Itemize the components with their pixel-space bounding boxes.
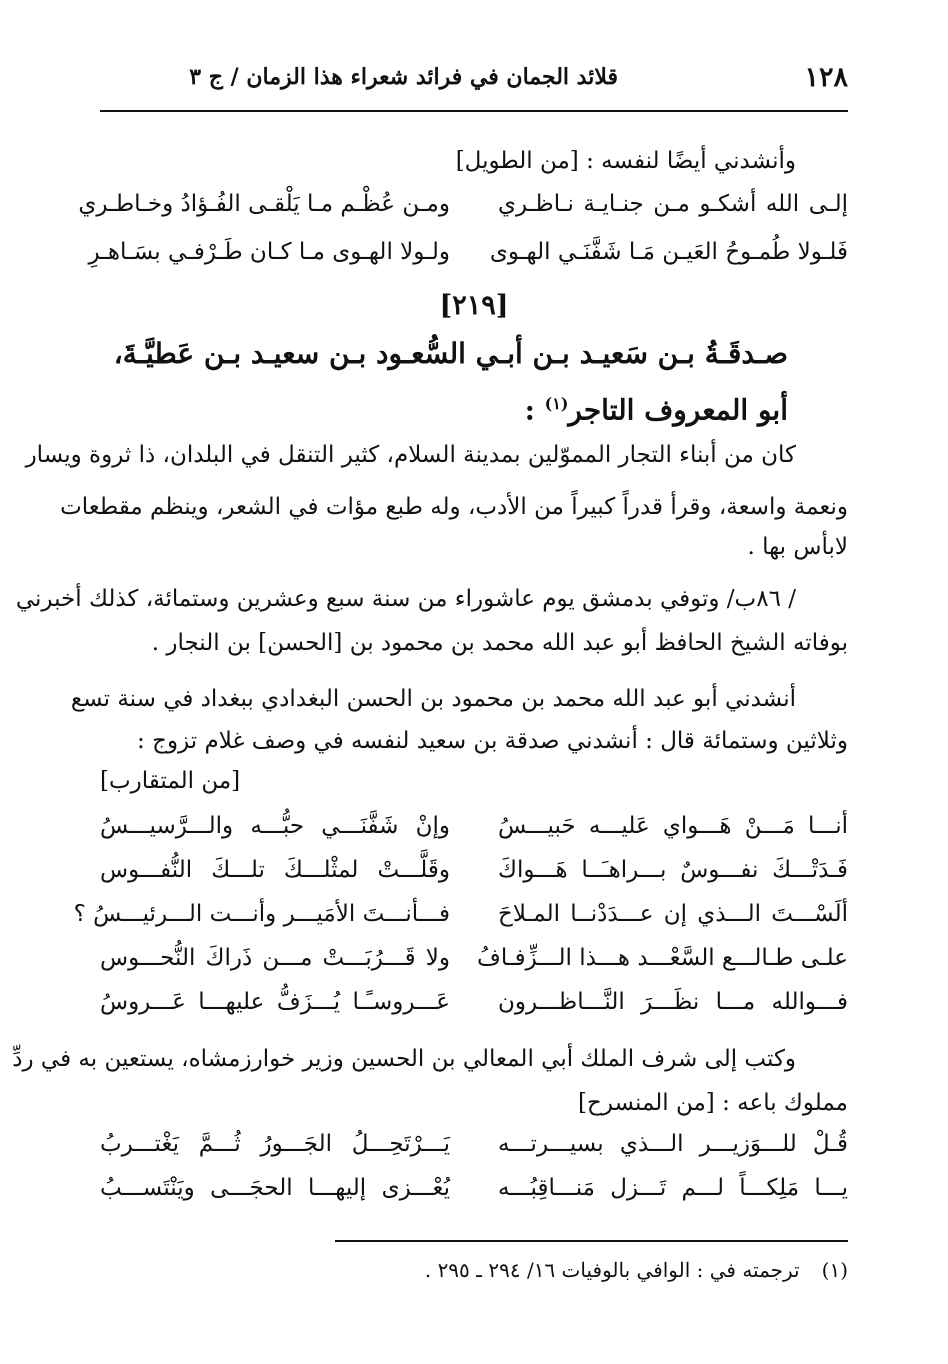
verse-row — [73, 898, 848, 932]
verse-row — [100, 1172, 848, 1206]
paragraph-line: كان من أبناء التجار المموّلين بمدينة السلام، كثير التنقل في البلدان، ذا ثروة ويسار — [25, 442, 796, 468]
running-header — [100, 58, 848, 108]
paragraph-line: أنشدني أبو عبد الله محمد بن محمود بن الحسن البغدادي ببغداد في سنة تسع — [70, 686, 796, 712]
entry-number: [٢١٩] — [439, 290, 509, 321]
hemistich-first: أنـــا مَـــنْ هَـــواي عَليـــه حَبيـــسُ — [498, 813, 848, 839]
entry-name-text: أبو المعروف التاجر — [568, 393, 788, 427]
hemistich-second: فـــأنـــتَ الأمَيـــر وأنـــت الـــرئيـــسُ ؟ — [73, 901, 450, 927]
hemistich-second: عَـــروسـًـا يُـــزَفُّ عليهـــا عَـــروسُ — [100, 989, 450, 1015]
footnote-rule — [335, 1240, 848, 1242]
hemistich-second: ومـن عُظْـم مـا يَلْقـى الفُـؤادُ وخـاطـري — [78, 191, 450, 217]
hemistich-first: فَـدَتْـــكَ نفـــوسٌ بـــراهـَــا هَـــواكَ — [498, 857, 848, 883]
footnote-reference: (١) — [544, 394, 569, 413]
paragraph-line: وكتب إلى شرف الملك أبي المعالي بن الحسين وزير خوارزمشاه، يستعين به في ردِّ — [12, 1046, 796, 1072]
verse-row — [100, 986, 848, 1020]
footnote-text: ترجمته في : الوافي بالوفيات ١٦/ ٢٩٤ ـ ٢٩٥ . — [424, 1258, 800, 1282]
paragraph-line: بوفاته الشيخ الحافظ أبو عبد الله محمد بن محمود بن [الحسن] بن النجار . — [151, 630, 848, 656]
meter-label: [من المتقارب] — [100, 768, 241, 794]
hemistich-first: فـــوالله مـــا نظَـــرَ النَّـــاظـــرون — [498, 989, 848, 1015]
hemistich-second: وقَلَّـــتْ لمثْلـــكَ تلـــكَ النُّفـــوس — [100, 857, 450, 883]
header-rule — [100, 110, 848, 112]
page-number: ١٢٨ — [804, 62, 848, 93]
entry-name-line1: صـدقَـةُ بـن سَعيـد بـن أبـي السُّعـود بـن سعيـد بـن عَطيَّـةَ، — [113, 337, 788, 370]
paragraph-line: لابأس بها . — [747, 534, 848, 560]
hemistich-second: ولـولا الهـوى مـا كـان طَـرْفـي بسَـاهـرِ — [88, 239, 450, 265]
paragraph-line: مملوك باعه : [من المنسرح] — [578, 1090, 848, 1116]
entry-name-line2 — [525, 384, 788, 430]
header-title: قلائد الجمان في فرائد شعراء هذا الزمان / ج ٣ — [189, 64, 618, 90]
verse-row — [78, 188, 848, 222]
verse-row — [100, 810, 848, 844]
hemistich-first: قُـلْ للـــوَزيـــر الـــذي بسيـــرتـــه — [498, 1131, 848, 1157]
paragraph-line: وثلاثين وستمائة قال : أنشدني صدقة بن سعيد لنفسه في وصف غلام تزوج : — [137, 728, 848, 754]
hemistich-first: فَلـولا طُمـوحُ العَيـن مَـا شَفَّنَـي الهـوى — [489, 239, 848, 265]
intro-line: وأنشدني أيضًا لنفسه : [من الطويل] — [455, 148, 796, 174]
paragraph-line: / ٨٦ب/ وتوفي بدمشق يوم عاشوراء من سنة سبع وعشرين وستمائة، كذلك أخبرني — [15, 586, 796, 612]
verse-row — [88, 236, 848, 270]
footnote — [425, 1258, 848, 1282]
hemistich-first: إلـى الله أشكـو مـن جنـايـة نـاظـري — [498, 191, 848, 217]
paragraph-line: ونعمة واسعة، وقرأ قدراً كبيراً من الأدب، وله طبع مؤات في الشعر، وينظم مقطعات — [60, 494, 848, 520]
verse-row — [100, 854, 848, 888]
hemistich-second: يُعْـــزى إليهـــا الحجَـــى ويَنْتَســـبُ — [100, 1175, 450, 1201]
footnote-number: (١) — [821, 1258, 848, 1282]
verse-row — [100, 942, 848, 976]
hemistich-second: يَـــرْتَحِـــلُ الجَـــورُ ثُـــمَّ يَغْتـــربُ — [100, 1131, 450, 1157]
hemistich-first: يـــا مَلِكـــاً لـــم تَـــزل مَنـــاقِبُـــه — [498, 1175, 848, 1201]
hemistich-second: وإنْ شَفَّنَـــي حبُّـــه والـــرَّسيـــسُ — [100, 813, 450, 839]
entry-name-colon: : — [524, 393, 535, 427]
hemistich-first: ألَسْـــتَ الـــذي إن عـــدَدْنــا المـلاحَ — [498, 901, 848, 927]
hemistich-second: ولا قَـــرُبَـــتْ مـــن ذَراكَ النُّحـــوس — [100, 945, 450, 971]
verse-row — [100, 1128, 848, 1162]
hemistich-first: علـى طـالـــع السَّعْـــد هـــذا الـــزِّفـافُ — [477, 945, 848, 971]
